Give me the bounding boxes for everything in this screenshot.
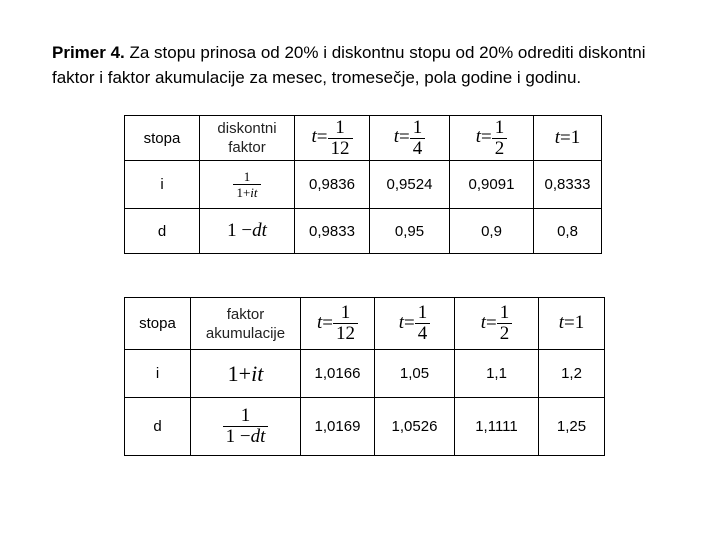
header-stopa: stopa [125,116,200,161]
value-cell: 1,2 [539,350,605,398]
value-cell: 1,1111 [455,398,539,456]
header-stopa: stopa [125,298,191,350]
value-cell: 1,1 [455,350,539,398]
table-header-row [125,116,602,161]
problem-text: Za stopu prinosa od 20% i diskontnu stopu od 20% odrediti diskontni faktor i faktor akumulacije za mesec, tromesečje, pola godine i godinu. [52,43,646,87]
rate-label: d [125,398,191,456]
problem-statement [52,40,692,90]
value-cell: 0,8333 [534,161,602,209]
value-cell: 0,95 [370,209,450,254]
header-t-quarter: t= $\frac{1}{4}$ [375,298,455,350]
formula-one-over-one-plus-it: $\frac{1}{1+it}$ [200,161,295,209]
header-accumulation-factor: faktor akumulacije [191,298,301,350]
table-row [125,398,605,456]
accumulation-factor-table [124,297,605,456]
problem-label: Primer 4. [52,43,125,62]
formula-one-plus-it: 1+it [191,350,301,398]
value-cell: 0,9 [450,209,534,254]
value-cell: 0,9091 [450,161,534,209]
table-row [125,209,602,254]
value-cell: 0,9524 [370,161,450,209]
header-t-month: t= $\frac{1}{12}$ [295,116,370,161]
header-t-half-year: t= $\frac{1}{2}$ [450,116,534,161]
header-t-year: t=1 [539,298,605,350]
header-discount-factor: diskontni faktor [200,116,295,161]
rate-label: i [125,350,191,398]
value-cell: 1,05 [375,350,455,398]
value-cell: 0,9836 [295,161,370,209]
formula-one-minus-dt: 1 −dt [200,209,295,254]
rate-label: i [125,161,200,209]
discount-factor-table [124,115,602,254]
header-t-quarter: t= $\frac{1}{4}$ [370,116,450,161]
table-header-row [125,298,605,350]
formula-one-over-one-minus-dt: $\frac{1}{1 -dt}$ [191,398,301,456]
value-cell: 1,0526 [375,398,455,456]
table-row [125,350,605,398]
header-t-year: t=1 [534,116,602,161]
value-cell: 1,0169 [301,398,375,456]
value-cell: 0,9833 [295,209,370,254]
header-t-month: t= $\frac{1}{12}$ [301,298,375,350]
table-row [125,161,602,209]
value-cell: 1,25 [539,398,605,456]
value-cell: 1,0166 [301,350,375,398]
rate-label: d [125,209,200,254]
header-t-half-year: t= $\frac{1}{2}$ [455,298,539,350]
value-cell: 0,8 [534,209,602,254]
